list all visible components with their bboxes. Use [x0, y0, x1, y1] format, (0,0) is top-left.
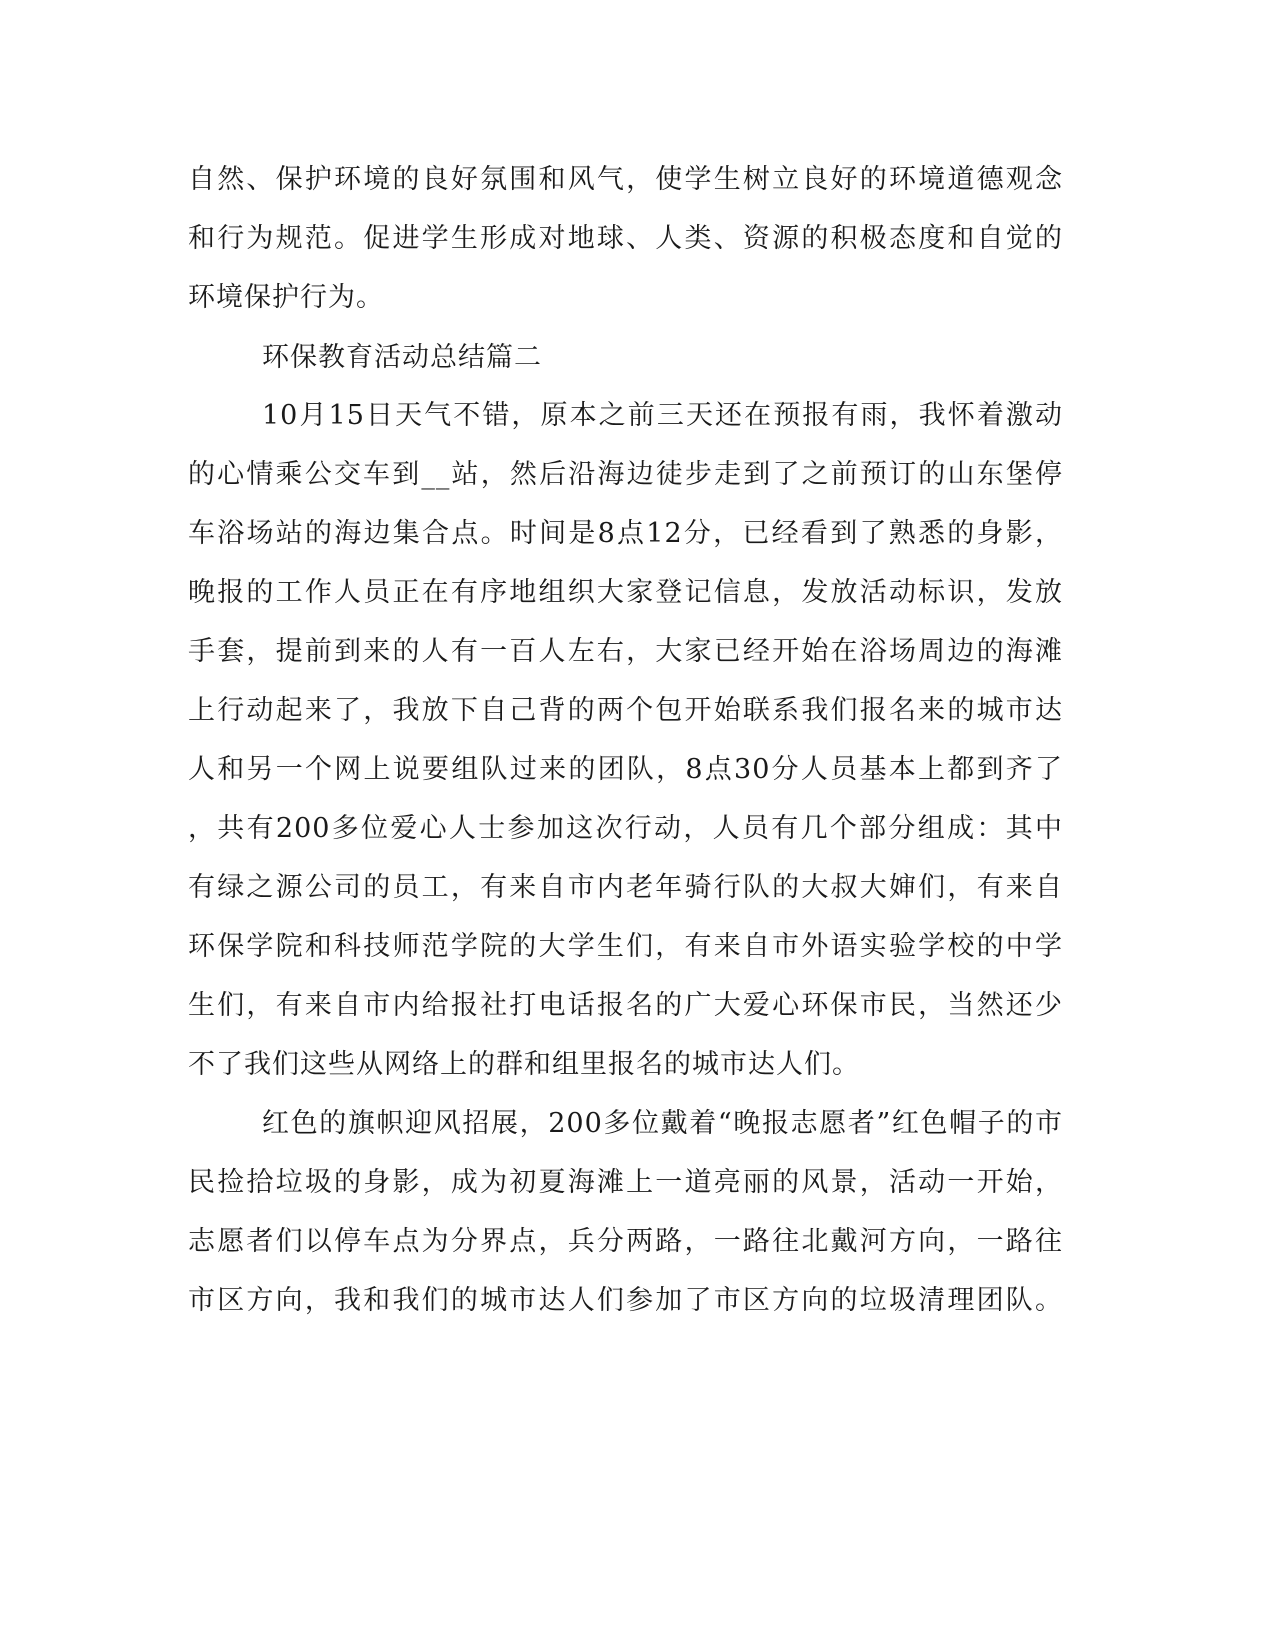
paragraph-2-line-11: 生们，有来自市内给报社打电话报名的广大爱心环保市民，当然还少 — [188, 990, 1063, 1021]
paragraph-3-line-1: 红色的旗帜迎风招展，200多位戴着“晚报志愿者”红色帽子的市 — [262, 1108, 1063, 1139]
paragraph-2-line-8: ，共有200多位爱心人士参加这次行动，人员有几个部分组成：其中 — [188, 813, 1063, 844]
paragraph-3-line-2: 民捡拾垃圾的身影，成为初夏海滩上一道亮丽的风景，活动一开始， — [188, 1167, 1063, 1198]
paragraph-2-line-4: 晚报的工作人员正在有序地组织大家登记信息，发放活动标识，发放 — [188, 577, 1063, 608]
paragraph-3-line-4: 市区方向，我和我们的城市达人们参加了市区方向的垃圾清理团队。 — [188, 1285, 1063, 1316]
paragraph-2-line-2: 的心情乘公交车到__站，然后沿海边徒步走到了之前预订的山东堡停 — [188, 459, 1063, 490]
paragraph-1-line-3: 环境保护行为。 — [188, 282, 384, 313]
section-heading: 环保教育活动总结篇二 — [262, 342, 542, 373]
paragraph-2-line-9: 有绿之源公司的员工，有来自市内老年骑行队的大叔大婶们，有来自 — [188, 872, 1063, 903]
paragraph-2-line-12: 不了我们这些从网络上的群和组里报名的城市达人们。 — [188, 1049, 860, 1080]
paragraph-1-line-1: 自然、保护环境的良好氛围和风气，使学生树立良好的环境道德观念 — [188, 164, 1063, 195]
paragraph-2-line-1: 10月15日天气不错，原本之前三天还在预报有雨，我怀着激动 — [262, 400, 1063, 431]
paragraph-2-line-6: 上行动起来了，我放下自己背的两个包开始联系我们报名来的城市达 — [188, 695, 1063, 726]
paragraph-2-line-10: 环保学院和科技师范学院的大学生们，有来自市外语实验学校的中学 — [188, 931, 1063, 962]
paragraph-2-line-3: 车浴场站的海边集合点。时间是8点12分，已经看到了熟悉的身影， — [188, 518, 1063, 549]
paragraph-2-line-7: 人和另一个网上说要组队过来的团队，8点30分人员基本上都到齐了 — [188, 754, 1063, 785]
paragraph-3-line-3: 志愿者们以停车点为分界点，兵分两路，一路往北戴河方向，一路往 — [188, 1226, 1063, 1257]
paragraph-1-line-2: 和行为规范。促进学生形成对地球、人类、资源的积极态度和自觉的 — [188, 223, 1063, 254]
paragraph-2-line-5: 手套，提前到来的人有一百人左右，大家已经开始在浴场周边的海滩 — [188, 636, 1063, 667]
